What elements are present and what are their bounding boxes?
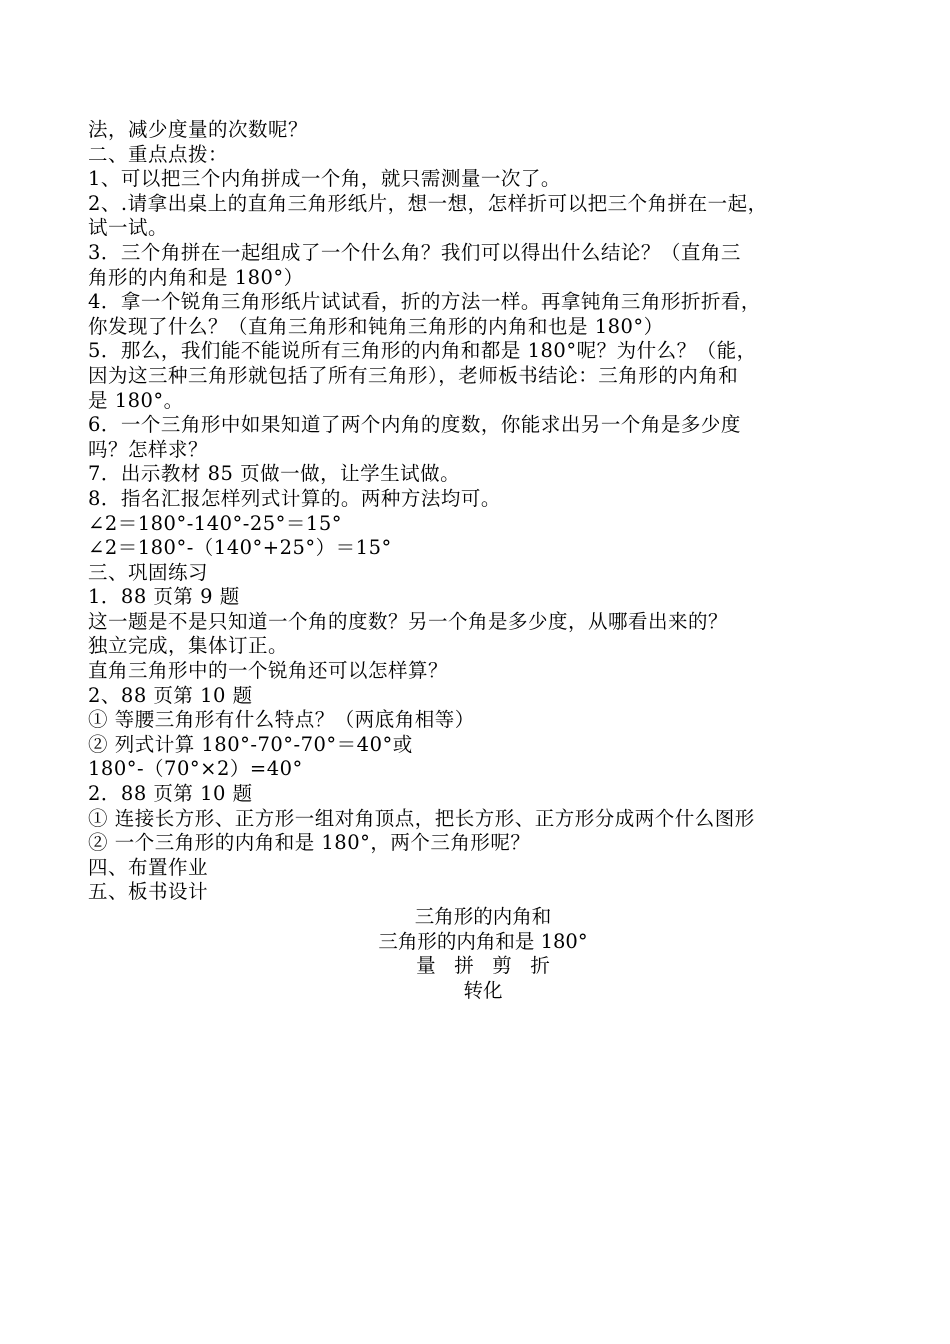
text-line: 7．出示教材 85 页做一做，让学生试做。	[88, 462, 461, 486]
text-line: ① 连接长方形、正方形一组对角顶点，把长方形、正方形分成两个什么图形	[88, 806, 755, 830]
text-line: ② 一个三角形的内角和是 180°，两个三角形呢？	[88, 831, 531, 855]
document-page	[88, 118, 878, 1003]
text-line: ① 等腰三角形有什么特点？（两底角相等）	[88, 708, 475, 732]
text-line: 这一题是不是只知道一个角的度数？另一个角是多少度，从哪看出来的？	[88, 609, 729, 633]
board-methods: 量 拼 剪 折	[416, 954, 550, 978]
text-line: 吗？怎样求？	[88, 437, 209, 461]
text-line: 试一试。	[88, 216, 169, 240]
text-line: 5．那么，我们能不能说所有三角形的内角和都是 180°呢？为什么？（能，	[88, 339, 757, 363]
section-heading: 四、布置作业	[88, 855, 209, 879]
text-line: 1、可以把三个内角拼成一个角，就只需测量一次了。	[88, 167, 561, 191]
board-idea: 转化	[463, 978, 503, 1002]
text-line: 2、.请拿出桌上的直角三角形纸片，想一想，怎样折可以把三个角拼在一起，	[88, 191, 768, 215]
formula-line: ∠2＝180°-140°-25°＝15°	[88, 511, 342, 535]
text-line: 2、88 页第 10 题	[88, 683, 253, 707]
formula-line: ∠2＝180°-（140°+25°）＝15°	[88, 536, 392, 560]
board-conclusion: 三角形的内角和是 180°	[378, 929, 588, 953]
text-line: 8．指名汇报怎样列式计算的。两种方法均可。	[88, 486, 501, 510]
section-heading: 五、板书设计	[88, 880, 209, 904]
text-line: 因为这三种三角形就包括了所有三角形），老师板书结论：三角形的内角和	[88, 363, 739, 387]
board-title: 三角形的内角和	[414, 905, 552, 928]
text-line: 法，减少度量的次数呢？	[88, 118, 309, 141]
text-line: 角形的内角和是 180°）	[88, 265, 304, 289]
text-line: 1．88 页第 9 题	[88, 585, 240, 609]
text-line: 是 180°。	[88, 388, 184, 412]
formula-line: 180°-（70°×2）=40°	[88, 757, 303, 781]
lesson-body	[88, 118, 878, 905]
text-line: 2．88 页第 10 题	[88, 782, 253, 806]
text-line: 3．三个角拼在一起组成了一个什么角？我们可以得出什么结论？（直角三	[88, 240, 741, 264]
text-line: 6．一个三角形中如果知道了两个内角的度数，你能求出另一个角是多少度	[88, 413, 741, 437]
board-design	[88, 905, 878, 1003]
text-line: ② 列式计算 180°-70°-70°＝40°或	[88, 732, 413, 756]
text-line: 4．拿一个锐角三角形纸片试试看，折的方法一样。再拿钝角三角形折折看，	[88, 290, 761, 314]
section-heading: 三、巩固练习	[88, 560, 209, 584]
text-line: 直角三角形中的一个锐角还可以怎样算？	[88, 659, 449, 683]
text-line: 独立完成，集体订正。	[88, 634, 289, 658]
section-heading: 二、重点点拨：	[88, 142, 229, 166]
text-line: 你发现了什么？（直角三角形和钝角三角形的内角和也是 180°）	[88, 314, 664, 338]
